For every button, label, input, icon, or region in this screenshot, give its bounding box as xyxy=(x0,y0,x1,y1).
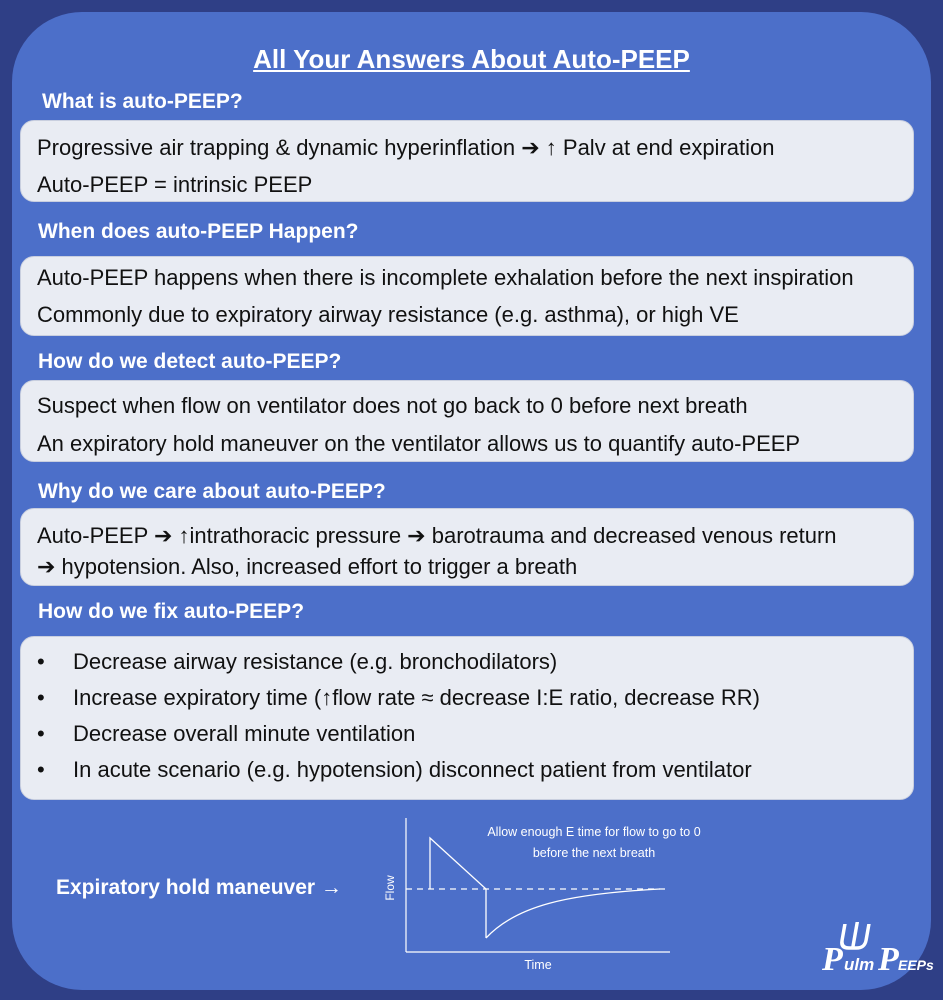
section-heading-why: Why do we care about auto-PEEP? xyxy=(38,480,386,503)
pulmpeeps-logo xyxy=(816,918,938,978)
section-heading-what: What is auto-PEEP? xyxy=(42,90,243,113)
page-title: All Your Answers About Auto-PEEP xyxy=(253,44,690,74)
y-axis-label: Flow xyxy=(383,875,397,901)
inspiration-flow-trace xyxy=(430,838,486,938)
diagram-annotation-line2: before the next breath xyxy=(532,846,656,860)
diagram-annotation-line1: Allow enough E time for flow to go to 0 xyxy=(487,825,701,839)
answer-box-what xyxy=(20,120,914,202)
answer-line: An expiratory hold maneuver on the ventilator allows us to quantify auto-PEEP xyxy=(37,431,801,456)
answer-line: ➔ hypotension. Also, increased effort to trigger a breath xyxy=(37,554,578,579)
answer-box-detect xyxy=(20,380,914,462)
trachea-line xyxy=(853,922,858,948)
answer-line: Commonly due to expiratory airway resistance (e.g. asthma), or high VE xyxy=(37,302,739,327)
logo-letter-p1: P xyxy=(822,941,843,978)
bullet-marker: • xyxy=(37,649,45,674)
logo-eeps: EEPs xyxy=(898,957,934,973)
answer-line: Auto-PEEP = intrinsic PEEP xyxy=(37,172,313,197)
bullet-marker: • xyxy=(37,721,45,746)
fix-item: Increase expiratory time (↑flow rate ≈ decrease I:E ratio, decrease RR) xyxy=(73,685,761,710)
answer-line: Auto-PEEP ➔ ↑intrathoracic pressure ➔ barotrauma and decreased venous return xyxy=(37,523,837,548)
logo-ulm: ulm xyxy=(844,955,875,974)
fix-item: Decrease airway resistance (e.g. bronchodilators) xyxy=(73,649,558,674)
flow-time-diagram xyxy=(376,812,701,976)
expiratory-hold-label: Expiratory hold maneuver → xyxy=(56,876,342,899)
expiratory-flow-trace xyxy=(486,889,660,938)
answer-box-when xyxy=(20,256,914,336)
fix-item: In acute scenario (e.g. hypotension) disconnect patient from ventilator xyxy=(73,757,752,782)
answer-line: Auto-PEEP happens when there is incomplete exhalation before the next inspiration xyxy=(37,265,854,290)
bullet-marker: • xyxy=(37,757,45,782)
answer-box-why xyxy=(20,508,914,586)
section-heading-detect: How do we detect auto-PEEP? xyxy=(38,350,342,373)
x-axis-label: Time xyxy=(524,958,552,972)
bullet-marker: • xyxy=(37,685,45,710)
answer-line: Suspect when flow on ventilator does not go back to 0 before next breath xyxy=(37,393,748,418)
answer-box-fix xyxy=(20,636,914,800)
logo-letter-p2: P xyxy=(878,941,899,978)
fix-item: Decrease overall minute ventilation xyxy=(73,721,416,746)
section-heading-when: When does auto-PEEP Happen? xyxy=(38,220,359,243)
answer-line: Progressive air trapping & dynamic hyperinflation ➔ ↑ Palv at end expiration xyxy=(37,135,775,160)
section-heading-fix: How do we fix auto-PEEP? xyxy=(38,600,305,623)
